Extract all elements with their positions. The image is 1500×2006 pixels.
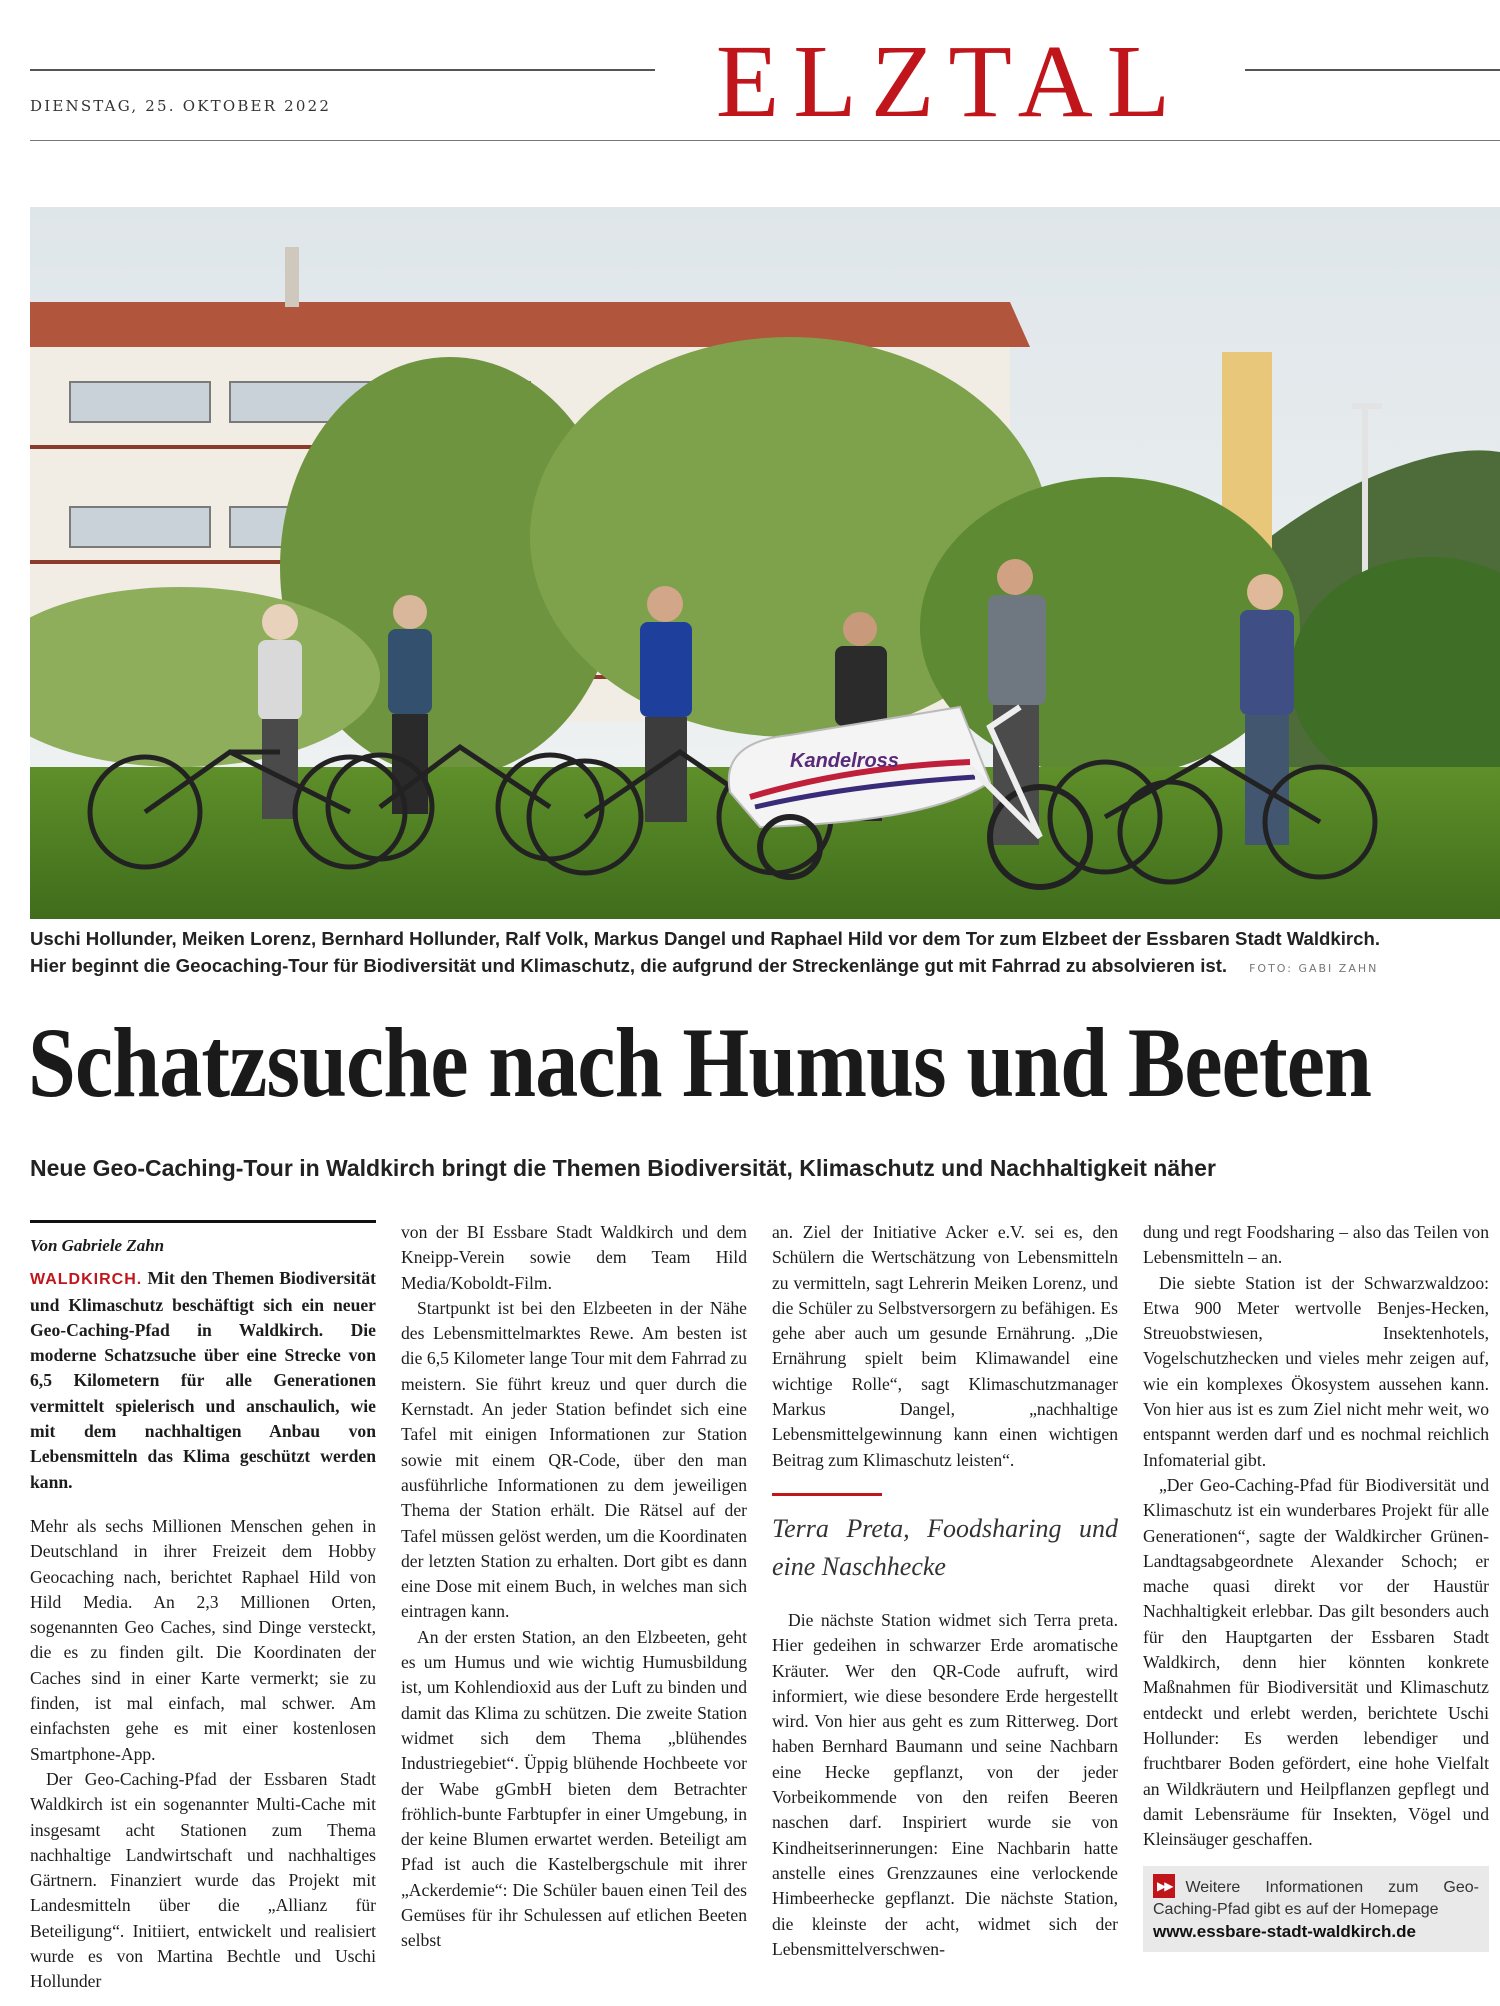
caption-line-1: Uschi Hollunder, Meiken Lorenz, Bernhard Hollunder, Ralf Volk, Markus Dangel und Raphael Hild vor dem Tor zum Elzbeet der Essbaren Stadt Waldkirch. [30, 928, 1381, 949]
subheadline: Neue Geo-Caching-Tour in Waldkirch bringt die Themen Biodiversität, Klimaschutz und Nachhaltigkeit näher [30, 1155, 1216, 1181]
caption-line-2-text: Hier beginnt die Geocaching-Tour für Biodiversität und Klimaschutz, die aufgrund der Streckenlänge gut mit Fahrrad zu absolvieren ist. [30, 955, 1228, 976]
paragraph: Mehr als sechs Millionen Menschen gehen in Deutschland in ihrer Freizeit dem Hobby Geocaching nach, berichtet Raphael Hild von Hild Media. An 2,3 Millionen Orten, sogenannten Geo Caches, sind Dinge versteckt, die es zu finden gilt. Die Koordinaten der Caches sind in einer Karte vermerkt; sie zu finden, ist mal einfach, mal schwer. Am einfachsten gehe es mit einer kostenlosen Smartphone-App. [30, 1515, 376, 1764]
dateline: WALDKIRCH. [30, 1271, 143, 1289]
fast-forward-icon: ▶▶ [1153, 1874, 1175, 1898]
caption-line-2 [30, 952, 1490, 982]
column-2 [401, 1220, 747, 1954]
section-title: ELZTAL [715, 24, 1185, 139]
lead-paragraph [30, 1266, 376, 1495]
section-subhead [772, 1493, 1118, 1586]
building-roof [30, 302, 1030, 347]
column-3 [772, 1220, 1118, 1962]
paragraph: Die siebte Station ist der Schwarzwaldzoo: Etwa 900 Meter wertvolle Benjes-Hecken, Streuobstwiesen, Insektenhotels, Vogelschutzhecken und vieles mehr zeigen auf, wie ein komplexes Ökosystem aussehen kann. Von hier aus ist es zum Ziel nicht mehr weit, wo entspannt werden darf und es nochmal reichlich Infomaterial gibt. [1143, 1272, 1489, 1470]
paragraph: Startpunkt ist bei den Elzbeeten in der Nähe des Lebensmittelmarktes Rewe. Am besten ist die 6,5 Kilometer lange Tour mit dem Fahrrad zu meistern. Sie führt kreuz und quer durch die Kernstadt. An jeder Station befindet sich eine Tafel mit einigen Informationen zur Station sowie mit einem QR-Code, über den man ausführliche Informationen zu dem jeweiligen Thema der Station erhält. Die Rätsel auf der Tafel müssen gelöst werden, um die Koordinaten der letzten Station zu erhalten. Dort gibt es dann eine Dose mit einem Buch, in welches man sich eintragen kann. [401, 1297, 747, 1622]
masthead-rule-bottom [30, 140, 1500, 141]
masthead-rule-right [1245, 69, 1500, 71]
paragraph: an. Ziel der Initiative Acker e.V. sei es, den Schülern die Wertschätzung von Lebensmitteln zu vermitteln, sagt Lehrerin Meiken Lorenz, und die Schüler zu Selbstversorgern zu befähigen. Es gehe aber auch um gesunde Ernährung. „Die Ernährung spielt beim Klimawandel eine wichtige Rolle“, sagt Klimaschutzmanager Markus Dangel, „nachhaltige Lebensmittelgewinnung kann einen wichtigen Beitrag zum Klimaschutz leisten“. [772, 1222, 1118, 1470]
chimney [285, 247, 299, 307]
subhead-rule [772, 1493, 882, 1496]
cargo-bike-label: Kandelross [790, 750, 899, 772]
masthead-rule-left [30, 69, 655, 71]
paragraph: „Der Geo-Caching-Pfad für Biodiversität und Klimaschutz ist ein wunderbares Projekt für alle Generationen“, sagte der Waldkircher Grünen-Landtagsabgeordnete Alexander Schoch; er mache quasi direkt vor der Haustür Nachhaltigkeit erlebbar. Das gilt besonders auch für den Hauptgarten der Essbaren Stadt Waldkirch, denn hier könnten konkrete Maßnahmen für Biodiversität und Klimaschutz entdeckt und erlebt werden, berichtete Uschi Hollunder: Es werden lebendiger und fruchtbarer Boden gefördert, eine hohe Vielfalt an Wildkräutern und Heilpflanzen gepflegt und damit Lebensräume für Insekten, Vögel und Kleinsäuger geschaffen. [1143, 1474, 1489, 1850]
article-body [30, 1220, 1490, 2000]
paragraph: Die nächste Station widmet sich Terra preta. Hier gedeihen in schwarzer Erde aromatische Kräuter. Wer den QR-Code aufruft, wird informiert, wie diese besondere Erde hergestellt wird. Von hier aus geht es zum Ritterweg. Dort haben Bernhard Baumann und seine Nachbarn eine Hecke gepflanzt, von der jeder Vorbeikommende von den reifen Beeren naschen darf. Inspiriert wurde sie von Kindheitserinnerungen: Eine Nachbarin hatte anstelle eines Grenzzaunes eine verlockende Himbeerhecke gepflanzt. Die nächste Station, die kleinste der acht, widmet sich der Lebensmittelverschwen- [772, 1609, 1118, 1959]
photo-caption [30, 925, 1490, 982]
info-text: Weitere Informationen zum Geo-Caching-Pfad gibt es auf der Homepage [1153, 1879, 1479, 1919]
paragraph: Der Geo-Caching-Pfad der Essbaren Stadt Waldkirch ist ein sogenannter Multi-Cache mit insgesamt acht Stationen zum Thema nachhaltige Landwirtschaft und nachhaltiges Gärtnern. Finanziert wurde das Projekt mit Landesmitteln über die „Allianz für Beteiligung“. Initiiert, entwickelt und realisiert wurde es von Martina Bechtle und Uschi Hollunder [30, 1768, 376, 1992]
issue-date: DIENSTAG, 25. OKTOBER 2022 [30, 97, 332, 115]
byline: Von Gabriele Zahn [30, 1236, 165, 1255]
masthead [0, 0, 1500, 150]
photo-credit: FOTO: GABI ZAHN [1249, 962, 1379, 975]
lead-text: Mit den Themen Biodiversität und Klimaschutz beschäftigt sich ein neuer Geo-Caching-Pfad in Waldkirch. Die moderne Schatzsuche über eine Strecke von 6,5 Kilometern für alle Generationen vermittelt spielerisch und anschaulich, wie mit dem nachhaltigen Anbau von Lebensmitteln das Klima geschützt werden kann. [30, 1268, 376, 1492]
photo-illustration [30, 207, 1500, 919]
paragraph: von der BI Essbare Stadt Waldkirch und dem Kneipp-Verein sowie dem Team Hild Media/Koboldt-Film. [401, 1222, 747, 1293]
paragraph: An der ersten Station, an den Elzbeeten, geht es um Humus und wie wichtig Humusbildung ist, um Kohlendioxid aus der Luft zu binden und damit das Klima zu schützen. Die zweite Station widmet sich dem Thema „blühendes Industriegebiet“. Üppig blühende Hochbeete vor der Wabe gGmbH bieten dem Betrachter fröhlich-bunte Farbtupfer in einer Umgebung, in der keine Blumen erwartet werden. Beteiligt am Pfad ist auch die Kastelbergschule mit ihrer „Ackerdemie“: Die Schüler bauen einen Teil des Gemüses für ihr Schulessen auf etlichen Beeten selbst [401, 1626, 747, 1951]
subhead-text: Terra Preta, Foodsharing und eine Naschhecke [772, 1513, 1118, 1581]
info-url[interactable]: www.essbare-stadt-waldkirch.de [1153, 1922, 1416, 1942]
info-box [1143, 1866, 1489, 1952]
article-photo [30, 207, 1500, 919]
column-1 [30, 1220, 376, 1995]
headline: Schatzsuche nach Humus und Beeten [28, 1007, 1372, 1118]
byline-rule [30, 1220, 376, 1223]
column-4 [1143, 1220, 1489, 1952]
person-5 [988, 559, 1046, 845]
paragraph: dung und regt Foodsharing – also das Teilen von Lebensmitteln – an. [1143, 1222, 1489, 1268]
